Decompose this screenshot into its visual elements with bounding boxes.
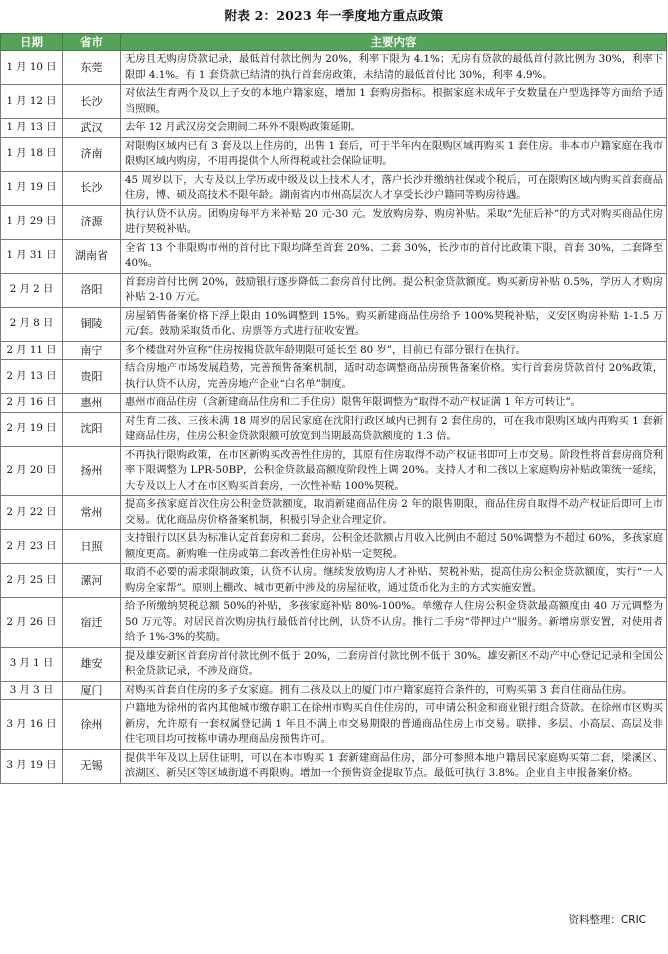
row-content: 户籍地为徐州的省内其他城市缴存职工在徐州市购买自住住房的，可申请公积金和商业银行组合贷款。在徐州市区购买新房，允许原有一套权属登记满 1 年且不满上市交易期限的普通商品住房上市交易。联排、多层、小高层、高层及非住宅项目均可按栋申请办理商品房预售许可。 (121, 700, 667, 750)
row-city: 厦门 (63, 681, 121, 700)
row-content: 支持银行以区县为标准认定首套房和二套房，公积金还款额占月收入比例由不超过 50%调整为不超过 60%，多孩家庭额度更高。新购唯一住房或第二套改善性住房补贴一定契税。 (121, 530, 667, 564)
table-row (1, 446, 667, 496)
row-date: 2 月 13 日 (1, 360, 63, 394)
row-content: 45 周岁以下，大专及以上学历或中级及以上技术人才，落户长沙并缴纳社保或个税后，可在限购区域内购买首套商品住房，博、硕及高技术不限年龄。湖南省内市州高层次人才享受长沙户籍同等购房待遇。 (121, 171, 667, 205)
table-row (1, 530, 667, 564)
row-content: 多个楼盘对外宣称“住房按揭贷款年龄期限可延长至 80 岁”，目前已有部分银行在执行。 (121, 341, 667, 360)
table-row (1, 700, 667, 750)
row-city: 长沙 (63, 171, 121, 205)
row-content: 无房且无购房贷款记录，最低首付款比例为 20%，利率下限为 4.1%；无房有贷款的最低首付款比例为 30%，利率下限即 4.1%。有 1 套贷款已结清的执行首套房政策，未结清的最低首付比 30%，利率 4.9%。 (121, 51, 667, 85)
table-row (1, 307, 667, 341)
row-content: 对依法生育两个及以上子女的本地户籍家庭，增加 1 套购房指标。根据家庭未成年子女数量在户型选择等方面给予适当照顾。 (121, 85, 667, 119)
row-date: 2 月 22 日 (1, 496, 63, 530)
row-date: 2 月 8 日 (1, 307, 63, 341)
table-row (1, 496, 667, 530)
row-date: 2 月 2 日 (1, 273, 63, 307)
row-date: 3 月 1 日 (1, 647, 63, 681)
table-row (1, 205, 667, 239)
table-row (1, 394, 667, 413)
row-city: 无锡 (63, 749, 121, 783)
table-row (1, 564, 667, 598)
row-city: 南宁 (63, 341, 121, 360)
row-content: 惠州市商品住房（含新建商品住房和二手住房）限售年限调整为“取得不动产权证满 1 年方可转让”。 (121, 394, 667, 413)
row-date: 2 月 11 日 (1, 341, 63, 360)
row-content: 去年 12 月武汉房交会期间二环外不限购政策延期。 (121, 119, 667, 138)
row-city: 东莞 (63, 51, 121, 85)
row-date: 1 月 31 日 (1, 239, 63, 273)
row-date: 2 月 25 日 (1, 564, 63, 598)
row-city: 武汉 (63, 119, 121, 138)
row-city: 常州 (63, 496, 121, 530)
table-row (1, 137, 667, 171)
row-content: 给予所缴纳契税总额 50%的补贴，多孩家庭补贴 80%-100%。单缴存人住房公积金贷款最高额度由 40 万元调整为 50 万元等。对居民首次购房执行最低首付比例，认贷不认房。推行二手房“带押过户”服务。新增房票安置，对使用者给予 1%-3%的奖励。 (121, 598, 667, 648)
row-date: 1 月 10 日 (1, 51, 63, 85)
row-city: 雄安 (63, 647, 121, 681)
row-content: 对限购区域内已有 3 套及以上住房的，出售 1 套后，可于半年内在限购区域再购买 1 套住房。非本市户籍家庭在我市限购区域内购房，不用再提供个人所得税或社会保险证明。 (121, 137, 667, 171)
row-city: 日照 (63, 530, 121, 564)
table-row (1, 598, 667, 648)
row-content: 取消不必要的需求限制政策，认贷不认房。继续发放购房人才补贴、契税补贴，提高住房公积金贷款额度，实行“一人购房全家帮”。原则上棚改、城市更新中涉及的房屋征收，通过货币化为主的方式实施安置。 (121, 564, 667, 598)
row-city: 济南 (63, 137, 121, 171)
table-row (1, 85, 667, 119)
row-city: 洛阳 (63, 273, 121, 307)
row-city: 湖南省 (63, 239, 121, 273)
table-row (1, 749, 667, 783)
row-content: 房屋销售备案价格下浮上限由 10%调整到 15%。购买新建商品住房给予 100%契税补贴，义安区购房补贴 1-1.5 万元/套。鼓励采取货币化、房票等方式进行征收安置。 (121, 307, 667, 341)
row-date: 3 月 19 日 (1, 749, 63, 783)
row-date: 1 月 12 日 (1, 85, 63, 119)
row-date: 1 月 13 日 (1, 119, 63, 138)
row-city: 长沙 (63, 85, 121, 119)
source-note: 资料整理：CRIC (568, 914, 646, 926)
row-content: 提高多孩家庭首次住房公积金贷款额度，取消新建商品住房 2 年的限售期限，商品住房自取得不动产权证后即可上市交易。优化商品房价格备案机制，积极引导企业合理定价。 (121, 496, 667, 530)
row-content: 提供半年及以上居住证明，可以在本市购买 1 套新建商品住房，部分可参照本地户籍居民家庭购买第二套，梁溪区、滨湖区、新吴区等区域街道不再限购。增加一个预售资金提取节点。最低可执行 3.8%。企业自主申报备案价格。 (121, 749, 667, 783)
row-content: 提及雄安新区首套房首付款比例不低于 20%，二套房首付款比例不低于 30%。雄安新区不动产中心登记记录和全国公积金贷款记录，不涉及商贷。 (121, 647, 667, 681)
row-city: 贵阳 (63, 360, 121, 394)
row-city: 扬州 (63, 446, 121, 496)
row-city: 宿迁 (63, 598, 121, 648)
row-date: 2 月 26 日 (1, 598, 63, 648)
table-row (1, 341, 667, 360)
table-row (1, 360, 667, 394)
row-content: 对购买首套自住房的多子女家庭。拥有二孩及以上的厦门市户籍家庭符合条件的，可购买第 3 套自住商品住房。 (121, 681, 667, 700)
row-content: 首套房首付比例 20%，鼓励银行逐步降低二套房首付比例。提公积金贷款额度。购买新房补贴 0.5%，学历人才购房补贴 2-10 万元。 (121, 273, 667, 307)
row-content: 不再执行限购政策，在市区新购买改善性住房的，其原有住房取得不动产权证书即可上市交易。阶段性将首套房商贷利率下限调整为 LPR-50BP，公积金贷款最高额度阶段性上调 20%。支持人才和二孩以上家庭购房补贴政策统一延续，大专及以上人才在市区购买首套房，一次性补贴 100%契税。 (121, 446, 667, 496)
row-city: 铜陵 (63, 307, 121, 341)
table-row (1, 681, 667, 700)
table-row (1, 412, 667, 446)
row-content: 结合房地产市场发展趋势，完善预售备案机制，适时动态调整商品房预售备案价格。实行首套房贷款首付 20%政策，执行认贷不认房，完善房地产企业“白名单”制度。 (121, 360, 667, 394)
table-row (1, 119, 667, 138)
row-date: 3 月 3 日 (1, 681, 63, 700)
row-content: 全省 13 个非限购市州的首付比下限均降至首套 20%、二套 30%，长沙市的首付比政策下限，首套 30%，二套降至 40%。 (121, 239, 667, 273)
row-content: 对生育二孩、三孩未满 18 周岁的居民家庭在沈阳行政区域内已拥有 2 套住房的，可在我市限购区域内再购买 1 套新建商品住房，住房公积金贷款限额可放宽到当期最高贷款额度的 1.3 倍。 (121, 412, 667, 446)
row-city: 济源 (63, 205, 121, 239)
row-city: 惠州 (63, 394, 121, 413)
table-row (1, 51, 667, 85)
row-date: 3 月 16 日 (1, 700, 63, 750)
row-date: 1 月 18 日 (1, 137, 63, 171)
row-date: 2 月 20 日 (1, 446, 63, 496)
table-row (1, 239, 667, 273)
row-date: 2 月 19 日 (1, 412, 63, 446)
table-row (1, 647, 667, 681)
row-date: 1 月 19 日 (1, 171, 63, 205)
row-city: 沈阳 (63, 412, 121, 446)
row-city: 漯河 (63, 564, 121, 598)
header-row (1, 34, 667, 51)
row-content: 执行认贷不认房。团购房每平方米补贴 20 元-30 元。发放购房券、购房补贴。采取“先征后补”的方式对购买商品住房进行契税补贴。 (121, 205, 667, 239)
table-title: 附表 2：2023 年一季度地方重点政策 (224, 8, 444, 23)
row-date: 2 月 16 日 (1, 394, 63, 413)
header-date: 日期 (1, 34, 63, 51)
row-date: 1 月 29 日 (1, 205, 63, 239)
header-city: 省市 (63, 34, 121, 51)
table-row (1, 273, 667, 307)
table-row (1, 171, 667, 205)
row-city: 徐州 (63, 700, 121, 750)
policy-table (0, 33, 667, 784)
row-date: 2 月 23 日 (1, 530, 63, 564)
header-content: 主要内容 (121, 34, 667, 51)
